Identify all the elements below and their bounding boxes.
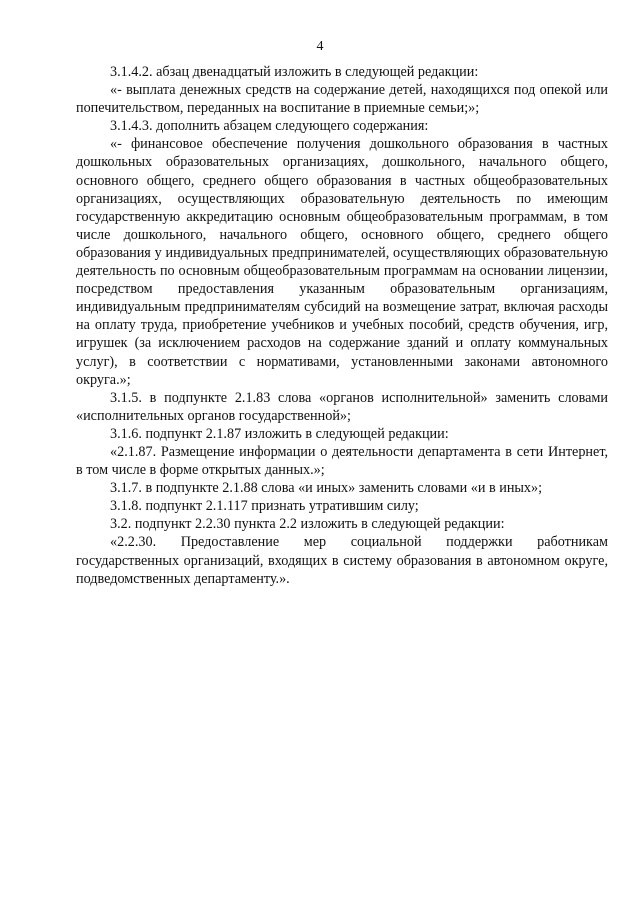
- document-body: [76, 63, 608, 588]
- page-number: 4: [316, 39, 324, 54]
- paragraph-3-1-6: 3.1.6. подпункт 2.1.87 изложить в следующей редакции:: [110, 425, 449, 442]
- paragraph-quote-payment: «- выплата денежных средств на содержание детей, находящихся под опекой или попечительством, переданных на воспитание в приемные семьи;»;: [76, 82, 608, 117]
- paragraph-quote-2-1-87: «2.1.87. Размещение информации о деятельности департамента в сети Интернет, в том числе в форме открытых данных.»;: [76, 443, 608, 479]
- paragraph-3-1-7: 3.1.7. в подпункте 2.1.88 слова «и иных» заменить словами «и в иных»;: [110, 480, 543, 497]
- paragraph-3-2: 3.2. подпункт 2.2.30 пункта 2.2 изложить в следующей редакции:: [110, 516, 505, 533]
- paragraph-3-1-4-3: 3.1.4.3. дополнить абзацем следующего содержания:: [110, 118, 429, 135]
- paragraph-quote-financing: «- финансовое обеспечение получения дошкольного образования в частных дошкольных образовательных организациях, дошкольного, начального общего, основного общего, среднего общего образования в частных общеобразовательных организациях, осуществляющих образовательную деятельность по имеющим государственную аккредитацию основным общеобразовательным программам, в том числе дошкольного, начального общего, основного общего, среднего общего образования у индивидуальных предпринимателей, осуществляющих образовательную деятельность по основным общеобразовательным программам на основании лицензии, посредством предоставления указанным образовательным организациям, индивидуальным предпринимателям субсидий на возмещение затрат, включая расходы на оплату труда, приобретение учебников и учебных пособий, средств обучения, игр, игрушек (за исключением расходов на содержание зданий и оплату коммунальных услуг), в соответствии с нормативами, установленными законами автономного округа.»;: [76, 136, 608, 388]
- paragraph-quote-2-2-30: «2.2.30. Предоставление мер социальной поддержки работникам государственных организаций, входящих в систему образования в автономном округе, подведомственных департаменту.».: [76, 534, 608, 587]
- paragraph-3-1-5: 3.1.5. в подпункте 2.1.83 слова «органов исполнительной» заменить словами «исполнительных органов государственной»;: [76, 389, 608, 424]
- paragraph-3-1-8: 3.1.8. подпункт 2.1.117 признать утратившим силу;: [110, 498, 419, 515]
- paragraph-3-1-4-2: 3.1.4.2. абзац двенадцатый изложить в следующей редакции:: [110, 64, 479, 80]
